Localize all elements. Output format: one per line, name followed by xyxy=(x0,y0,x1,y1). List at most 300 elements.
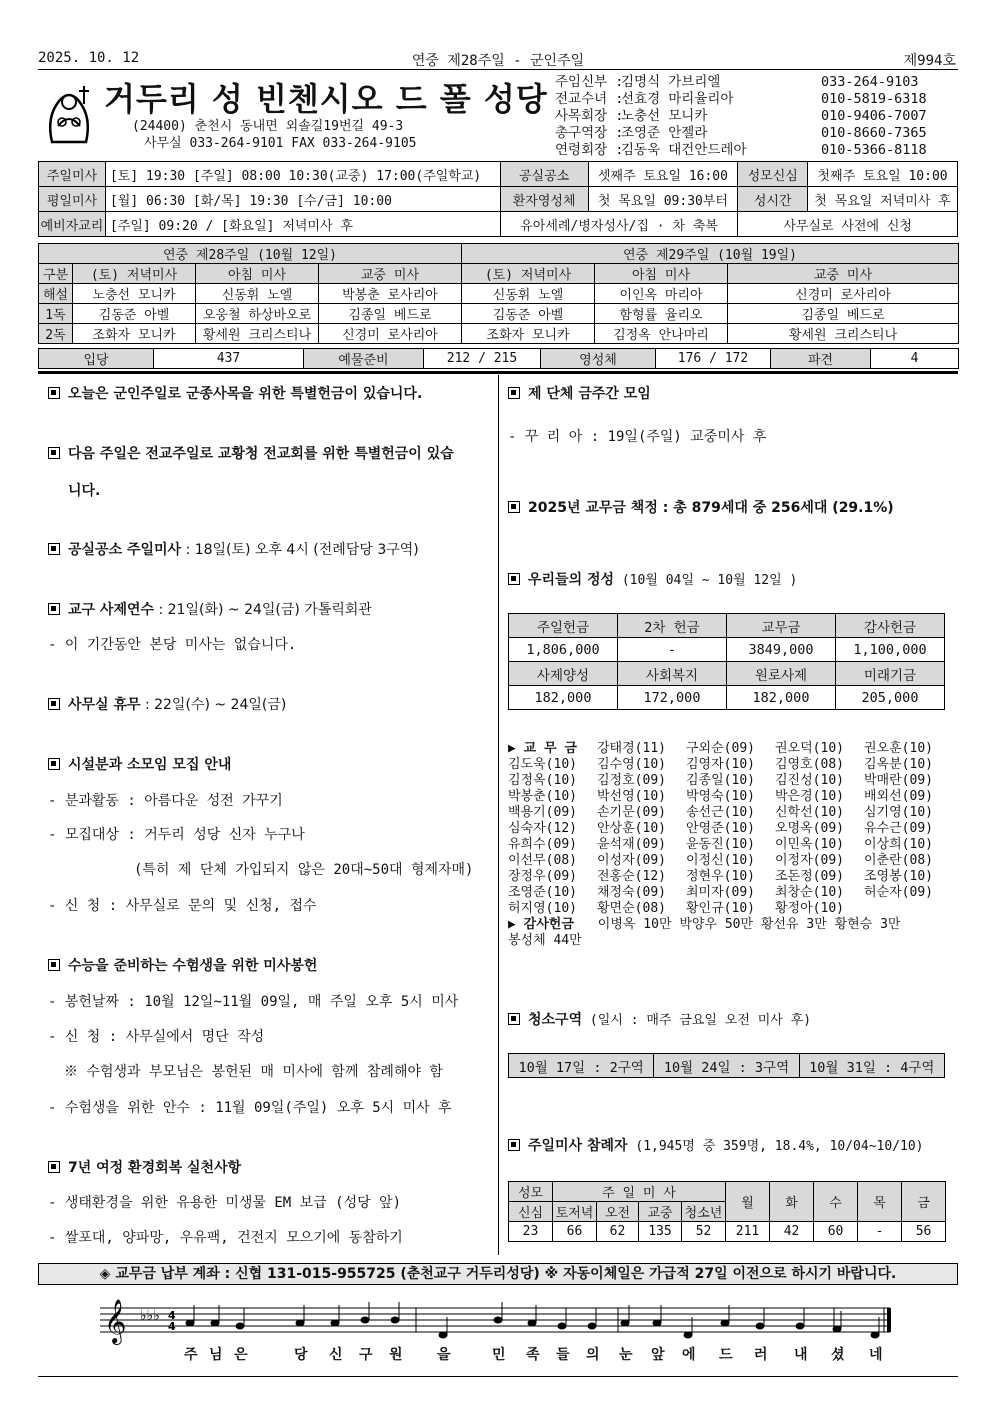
staff-role: 총구역장 : xyxy=(555,125,624,141)
note-head xyxy=(721,1320,729,1326)
note-head xyxy=(653,1320,661,1326)
donor-entry: 구외순(09) xyxy=(686,741,755,756)
attendance-value-row xyxy=(509,1222,946,1242)
roster-col-header: (토) 저녁미사 xyxy=(462,264,595,284)
roster-cell: 박봉춘 로사리아 xyxy=(319,284,462,304)
donor-entry: 손기문(09) xyxy=(597,805,666,820)
schedule-value: 사무실로 사전에 신청 xyxy=(738,212,958,237)
schedule-row xyxy=(39,162,958,187)
notice-text: : 22일(수) ~ 24일(금) xyxy=(140,697,287,713)
staff-phone: 010-5366-8118 xyxy=(821,142,927,158)
donor-row xyxy=(508,821,953,837)
notice-detail: - 생태환경을 위한 유용한 미생물 EM 보급 (성당 앞) xyxy=(48,1195,402,1211)
bullet-square-icon xyxy=(48,698,60,710)
notice-detail: ※ 수험생과 부모님은 봉헌된 매 미사에 함께 참례해야 함 xyxy=(64,1064,443,1080)
section-heading: 2025년 교무금 책정 : 총 879세대 중 256세대 (29.1%) xyxy=(528,500,894,516)
donor-row xyxy=(508,805,953,821)
donor-entry: 유수근(09) xyxy=(864,821,933,836)
offer-label: 감사헌금 xyxy=(836,614,945,638)
donor-row xyxy=(508,901,953,917)
section-heading: 제 단체 금주간 모임 xyxy=(528,386,651,402)
meeting-detail: - 꾸 리 아 : 19일(주일) 교중미사 후 xyxy=(508,429,767,445)
donor-entry: 박봉춘(10) xyxy=(508,789,577,804)
donor-row xyxy=(508,853,953,869)
note-head xyxy=(684,1332,692,1338)
roster-cell: 이인옥 마리아 xyxy=(595,284,728,304)
attendance-label: 청소년 xyxy=(682,1202,726,1222)
attendance-label: 수 xyxy=(814,1182,858,1222)
donor-entry: 윤석재(09) xyxy=(597,837,666,852)
staff-phone: 010-8660-7365 xyxy=(821,125,927,141)
schedule-label: 공실공소 xyxy=(500,162,588,187)
offer-label: 사회복지 xyxy=(618,662,727,686)
attendance-value: 56 xyxy=(902,1222,946,1242)
divider xyxy=(38,371,958,374)
offer-value: 182,000 xyxy=(727,686,836,710)
offer-value: 1,806,000 xyxy=(509,638,618,662)
offerings-table xyxy=(508,613,945,710)
lyric-syllable: 셨 xyxy=(831,1347,845,1363)
bullet-square-icon xyxy=(48,603,60,615)
stats-value: 212 / 215 xyxy=(424,349,541,369)
donor-entry: 허순자(09) xyxy=(864,885,933,900)
roster-col-header: 아침 미사 xyxy=(196,264,319,284)
cleaning-entry: 10월 17일 : 2구역 xyxy=(509,1054,654,1078)
attendance-value: 42 xyxy=(770,1222,814,1242)
note-head xyxy=(756,1323,764,1329)
stats-value: 4 xyxy=(871,349,959,369)
roster-cell: 신동휘 노엘 xyxy=(462,284,595,304)
staff-phone: 010-5819-6318 xyxy=(821,91,927,107)
staff-name: 김명식 가브리엘 xyxy=(621,74,721,90)
donor-list xyxy=(508,741,953,949)
donor-entry: 봉성체 44만 xyxy=(508,933,582,948)
section-heading: 청소구역 xyxy=(528,1012,583,1028)
schedule-label: 성모신심 xyxy=(738,162,808,187)
lyric-syllable: 의 xyxy=(586,1347,600,1363)
notice-heading: 수능을 준비하는 수험생을 위한 미사봉헌 xyxy=(68,958,318,974)
roster-header-row xyxy=(39,264,959,284)
donation-account-banner: ◈ 교무금 납부 계좌 : 신협 131-015-955725 (춘천교구 거두리성당) ※ 자동이체일은 가급적 27일 이전으로 하시기 바랍니다. xyxy=(38,1263,958,1285)
roster-cell: 신경미 로사리아 xyxy=(728,284,959,304)
stats-label: 영성체 xyxy=(541,349,656,369)
donor-rows xyxy=(508,757,953,917)
staff-phone: 010-9406-7007 xyxy=(821,108,927,124)
donor-entry: 박은경(10) xyxy=(775,789,844,804)
offer-label: 원로사제 xyxy=(727,662,836,686)
donor-entry: 황인규(10) xyxy=(686,901,755,916)
attendance-label: 오전 xyxy=(597,1202,639,1222)
donor-entry: 최미자(09) xyxy=(686,885,755,900)
note-head xyxy=(361,1317,369,1323)
parish-name: 거두리 성 빈첸시오 드 폴 성당 xyxy=(104,80,548,118)
lyric-syllable: 님 xyxy=(209,1347,223,1363)
hymn-lyrics xyxy=(100,1344,900,1364)
notice-heading: 7년 여정 환경회복 실천사항 xyxy=(68,1160,242,1176)
notice-detail: - 쌀포대, 양파망, 우유팩, 건전지 모으기에 동참하기 xyxy=(48,1230,403,1246)
schedule-value: [주일] 09:20 / [화요일] 저녁미사 후 xyxy=(105,212,500,237)
schedule-value: 첫째주 토요일 10:00 xyxy=(808,162,958,187)
lyric-syllable: 러 xyxy=(754,1347,768,1363)
notice-text: 니다. xyxy=(68,483,101,499)
attendance-value: 66 xyxy=(553,1222,597,1242)
svg-text:4: 4 xyxy=(168,1309,176,1322)
stats-value: 176 / 172 xyxy=(656,349,771,369)
notice-detail: - 봉헌날짜 : 10월 12일~11월 09일, 매 주일 오후 5시 미사 xyxy=(48,994,459,1010)
note-head xyxy=(558,1323,566,1329)
notice-detail: (특히 제 단체 가입되지 않은 20대~50대 형제자매) xyxy=(134,862,474,878)
donor-row xyxy=(508,789,953,805)
donor-entry: 이민옥(10) xyxy=(775,837,844,852)
lyric-syllable: 내 xyxy=(794,1347,808,1363)
lyric-syllable: 신 xyxy=(329,1347,343,1363)
section-note: (일시 : 매주 금요일 오전 미사 후) xyxy=(582,1013,812,1028)
roster-row xyxy=(39,284,959,304)
notice-environment xyxy=(48,1157,241,1177)
lyric-syllable: 에 xyxy=(682,1347,696,1363)
donor-entry: 오명옥(09) xyxy=(775,821,844,836)
staff-row xyxy=(555,91,927,108)
roster-cell: 황세원 크리스티나 xyxy=(728,324,959,344)
section-note: (1,945명 중 359명, 18.4%, 10/04~10/10) xyxy=(627,1139,924,1154)
staff-name: 김동욱 대건안드레아 xyxy=(621,142,747,158)
roster-cell: 노충선 모니카 xyxy=(73,284,196,304)
lyric-syllable: 족 xyxy=(526,1347,540,1363)
mass-schedule-table xyxy=(38,161,958,237)
donor-entry: 김도욱(10) xyxy=(508,757,577,772)
schedule-label: 성시간 xyxy=(738,187,808,212)
attendance-label: 화 xyxy=(770,1182,814,1222)
donor-entry: 이상희(10) xyxy=(864,837,933,852)
lyric-syllable: 은 xyxy=(234,1347,248,1363)
note-head xyxy=(296,1320,304,1326)
notice-heading: 사무실 휴무 xyxy=(68,697,141,713)
note-head xyxy=(331,1320,339,1326)
cleaning-row xyxy=(509,1054,945,1078)
notice-detail: - 분과활동 : 아름다운 성전 가꾸기 xyxy=(48,793,283,809)
bullet-square-icon xyxy=(48,447,60,459)
attendance-value: 52 xyxy=(682,1222,726,1242)
donor-entry: 김수영(10) xyxy=(597,757,666,772)
notice-text: 오늘은 군인주일로 군종사목을 위한 특별헌금이 있습니다. xyxy=(68,386,423,402)
schedule-label: 예비자교리 xyxy=(39,212,106,237)
notice-detail: - 신 청 : 사무실로 문의 및 신청, 접수 xyxy=(48,898,317,914)
offer-header-row xyxy=(509,614,945,638)
donor-entry: 이춘란(08) xyxy=(864,853,933,868)
donor-category: ▶ 교 무 금 xyxy=(508,741,577,756)
donor-entry: 박선영(10) xyxy=(597,789,666,804)
lyric-syllable: 주 xyxy=(184,1347,198,1363)
svg-text:𝄞: 𝄞 xyxy=(104,1299,127,1343)
attendance-value: 211 xyxy=(726,1222,770,1242)
parish-logo-icon xyxy=(40,82,98,146)
offer-value: 3849,000 xyxy=(727,638,836,662)
attendance-value: - xyxy=(858,1222,902,1242)
notice-detail: - 이 기간동안 본당 미사는 없습니다. xyxy=(48,637,297,653)
schedule-label: 환자영성체 xyxy=(500,187,588,212)
roster-cell: 1독 xyxy=(39,304,73,324)
staff-role: 연령회장 : xyxy=(555,142,624,158)
donor-row xyxy=(508,869,953,885)
note-head xyxy=(494,1317,502,1323)
donor-entry: 권오덕(10) xyxy=(775,741,844,756)
roster-cell: 함형률 율리오 xyxy=(595,304,728,324)
roster-cell: 김종일 베드로 xyxy=(319,304,462,324)
donor-entry: 장정우(09) xyxy=(508,869,577,884)
bulletin-date: 2025. 10. 12 xyxy=(38,50,140,66)
schedule-value: 첫 목요일 09:30부터 xyxy=(588,187,738,212)
notice-heading: 시설분과 소모임 모집 안내 xyxy=(68,757,232,773)
donor-entry: 권오훈(10) xyxy=(864,741,933,756)
bullet-square-icon xyxy=(508,501,520,513)
donor-entry: 안영준(10) xyxy=(686,821,755,836)
bullet-square-icon xyxy=(48,387,60,399)
donor-entry: 조돈정(09) xyxy=(775,869,844,884)
donor-row xyxy=(508,933,953,949)
bullet-square-icon xyxy=(508,573,520,585)
postal-address: (24400) 춘천시 동내면 외솔길19번길 49-3 xyxy=(132,119,404,134)
notice-priest-training xyxy=(48,599,372,619)
donor-entry: 김영호(08) xyxy=(775,757,844,772)
donor-entry: 심숙자(12) xyxy=(508,821,577,836)
staff-row xyxy=(555,74,927,91)
donor-row xyxy=(508,773,953,789)
offer-label: 주일헌금 xyxy=(509,614,618,638)
donor-entry: 김종일(10) xyxy=(686,773,755,788)
schedule-value: 셋째주 토요일 16:00 xyxy=(588,162,738,187)
donor-entry: 심기영(10) xyxy=(864,805,933,820)
notice-text: : 18일(토) 오후 4시 (전례담당 3구역) xyxy=(181,542,419,558)
staff-name: 조영준 안젤라 xyxy=(621,125,708,141)
note-head xyxy=(186,1320,194,1326)
stats-value: 437 xyxy=(154,349,304,369)
staff-role: 전교수녀 : xyxy=(555,91,624,107)
donor-entry: 조영준(10) xyxy=(508,885,577,900)
roster-cell: 김동준 아벨 xyxy=(462,304,595,324)
notice-text: 다음 주일은 전교주일로 교황청 전교회를 위한 특별헌금이 있습 xyxy=(68,446,454,462)
roster-col-header: 구분 xyxy=(39,264,73,284)
roster-cell: 오웅철 하상바오로 xyxy=(196,304,319,324)
stats-label: 예물준비 xyxy=(304,349,424,369)
section-attendance xyxy=(508,1135,924,1155)
donor-row xyxy=(508,885,953,901)
note-head xyxy=(528,1320,536,1326)
bullet-square-icon xyxy=(48,1161,60,1173)
note-head xyxy=(588,1323,596,1329)
attendance-value: 60 xyxy=(814,1222,858,1242)
roster-col-header: 교중 미사 xyxy=(319,264,462,284)
donor-entry: 김영자(10) xyxy=(686,757,755,772)
notice-mission-sunday xyxy=(48,443,454,463)
office-contact: 사무실 033-264-9101 FAX 033-264-9105 xyxy=(144,136,417,151)
svg-text:♭♭♭: ♭♭♭ xyxy=(140,1308,160,1324)
cleaning-entry: 10월 24일 : 3구역 xyxy=(654,1054,799,1078)
attendance-label: 토저녁 xyxy=(553,1202,597,1222)
stats-label: 입당 xyxy=(39,349,154,369)
notice-detail: - 신 청 : 사무실에서 명단 작성 xyxy=(48,1029,265,1045)
offer-label: 미래기금 xyxy=(836,662,945,686)
roster-cell: 조화자 모니카 xyxy=(73,324,196,344)
roster-cell: 김종일 베드로 xyxy=(728,304,959,324)
cleaning-table xyxy=(508,1053,945,1078)
notice-detail: - 모집대상 : 거두리 성당 신자 누구나 xyxy=(48,827,305,843)
roster-week-2: 연중 제29주일 (10월 19일) xyxy=(462,244,959,264)
donor-entry: 황정아(10) xyxy=(775,901,844,916)
note-head xyxy=(621,1320,629,1326)
offer-value: 172,000 xyxy=(618,686,727,710)
roster-week-row xyxy=(39,244,959,264)
attendance-label: 금 xyxy=(902,1182,946,1222)
note-head xyxy=(236,1323,244,1329)
lyric-syllable: 원 xyxy=(389,1347,403,1363)
offer-value: 205,000 xyxy=(836,686,945,710)
header-line xyxy=(38,50,958,70)
donor-entry: 윤동진(10) xyxy=(686,837,755,852)
bullet-square-icon xyxy=(48,959,60,971)
liturgy-roster-table xyxy=(38,243,959,344)
lyric-syllable: 구 xyxy=(359,1347,373,1363)
donor-entry: 박매란(09) xyxy=(864,773,933,788)
notice-military-sunday xyxy=(48,383,422,403)
donor-row xyxy=(508,917,953,933)
staff-name: 선효경 마리율리아 xyxy=(621,91,734,107)
roster-cell: 김동준 아벨 xyxy=(73,304,196,324)
stats-row xyxy=(39,349,959,369)
notice-mission-sunday-cont xyxy=(68,480,100,500)
offer-value-row xyxy=(509,686,945,710)
note-head xyxy=(391,1317,399,1323)
bullet-square-icon xyxy=(48,543,60,555)
roster-cell: 해설 xyxy=(39,284,73,304)
staff-phone: 033-264-9103 xyxy=(821,74,919,90)
roster-col-header: 아침 미사 xyxy=(595,264,728,284)
donor-entry: 채정숙(09) xyxy=(597,885,666,900)
donor-entry: 신학선(10) xyxy=(775,805,844,820)
donor-entry: 유희수(09) xyxy=(508,837,577,852)
stats-label: 파견 xyxy=(771,349,871,369)
donor-entry: 이성자(09) xyxy=(597,853,666,868)
note-head xyxy=(211,1320,219,1326)
liturgical-day: 연중 제28주일 - 군인주일 xyxy=(411,53,585,69)
attendance-label: 교중 xyxy=(639,1202,682,1222)
donor-entry xyxy=(864,901,953,917)
svg-text:4: 4 xyxy=(168,1320,176,1333)
attendance-label: 주 일 미 사 xyxy=(553,1182,726,1202)
donor-entry: 이선무(08) xyxy=(508,853,577,868)
schedule-row xyxy=(39,187,958,212)
mass-stats-table xyxy=(38,348,959,369)
donor-entry: 허지영(10) xyxy=(508,901,577,916)
roster-col-header: 교중 미사 xyxy=(728,264,959,284)
schedule-row xyxy=(39,212,958,237)
donor-entry: 백용기(09) xyxy=(508,805,577,820)
attendance-label: 목 xyxy=(858,1182,902,1222)
donor-entry: 황면순(08) xyxy=(597,901,666,916)
attendance-value: 135 xyxy=(639,1222,682,1242)
roster-cell: 황세원 크리스티나 xyxy=(196,324,319,344)
staff-row xyxy=(555,108,927,125)
issue-number: 제994호 xyxy=(903,53,956,69)
schedule-label: 주일미사 xyxy=(39,162,106,187)
offer-label: 사제양성 xyxy=(509,662,618,686)
section-note: (10월 04일 ~ 10월 12일 ) xyxy=(614,573,798,588)
lyric-syllable: 눈 xyxy=(619,1347,633,1363)
attendance-header-row xyxy=(509,1182,946,1202)
roster-col-header: (토) 저녁미사 xyxy=(73,264,196,284)
donor-entry: 김옥분(10) xyxy=(864,757,933,772)
bullet-square-icon xyxy=(508,1013,520,1025)
attendance-label: 신심 xyxy=(509,1202,553,1222)
notice-facility-group xyxy=(48,754,231,774)
donor-entry: 배외선(09) xyxy=(864,789,933,804)
offer-value: - xyxy=(618,638,727,662)
roster-row xyxy=(39,304,959,324)
notice-exam-mass xyxy=(48,955,317,975)
lyric-syllable: 네 xyxy=(869,1347,883,1363)
roster-cell: 조화자 모니카 xyxy=(462,324,595,344)
bullet-square-icon xyxy=(508,1139,520,1151)
roster-cell: 김정옥 안나마리 xyxy=(595,324,728,344)
bullet-square-icon xyxy=(508,387,520,399)
notice-heading: 공실공소 주일미사 xyxy=(68,542,182,558)
lyric-syllable: 들 xyxy=(556,1347,570,1363)
schedule-value: 첫 목요일 저녁미사 후 xyxy=(808,187,958,212)
donor-entry: 김진성(10) xyxy=(775,773,844,788)
notice-detail: - 수험생을 위한 안수 : 11월 09일(주일) 오후 5시 미사 후 xyxy=(48,1100,452,1116)
notice-office-closed xyxy=(48,694,286,714)
section-offerings xyxy=(508,569,797,589)
section-cleaning xyxy=(508,1009,811,1029)
staff-role: 주임신부 : xyxy=(555,74,624,90)
section-group-meetings xyxy=(508,383,651,403)
section-heading: 주일미사 참례자 xyxy=(528,1138,628,1154)
donor-entry: 조영봉(10) xyxy=(864,869,933,884)
donor-row xyxy=(508,757,953,773)
roster-row xyxy=(39,324,959,344)
note-head xyxy=(871,1332,879,1338)
staff-name: 노충선 모니카 xyxy=(621,108,708,124)
offer-header-row xyxy=(509,662,945,686)
offer-label: 교무금 xyxy=(727,614,836,638)
section-gyomugeum xyxy=(508,497,894,517)
donor-entry: 이정자(09) xyxy=(775,853,844,868)
offer-value: 182,000 xyxy=(509,686,618,710)
offer-value-row xyxy=(509,638,945,662)
donor-entry: 송선근(10) xyxy=(686,805,755,820)
offer-value: 1,100,000 xyxy=(836,638,945,662)
attendance-value: 23 xyxy=(509,1222,553,1242)
donor-entry: 김정옥(10) xyxy=(508,773,577,788)
roster-cell: 신경미 로사리아 xyxy=(319,324,462,344)
attendance-value: 62 xyxy=(597,1222,639,1242)
donor-entry: 정현우(10) xyxy=(686,869,755,884)
lyric-syllable: 당 xyxy=(294,1347,308,1363)
donor-entry: 박영숙(10) xyxy=(686,789,755,804)
staff-role: 사목회장 : xyxy=(555,108,624,124)
donor-category: ▶ 감사헌금 xyxy=(508,917,574,932)
attendance-table xyxy=(508,1181,946,1242)
staff-row xyxy=(555,142,927,159)
roster-week-1: 연중 제28주일 (10월 12일) xyxy=(39,244,462,264)
column-divider xyxy=(498,375,499,1255)
staff-row xyxy=(555,125,927,142)
note-head xyxy=(833,1326,841,1332)
note-head xyxy=(439,1332,447,1338)
donor-entry: 안상훈(10) xyxy=(597,821,666,836)
cleaning-entry: 10월 31일 : 4구역 xyxy=(799,1054,944,1078)
donor-entry: 강태경(11) xyxy=(597,741,666,756)
lyric-syllable: 앞 xyxy=(651,1347,665,1363)
